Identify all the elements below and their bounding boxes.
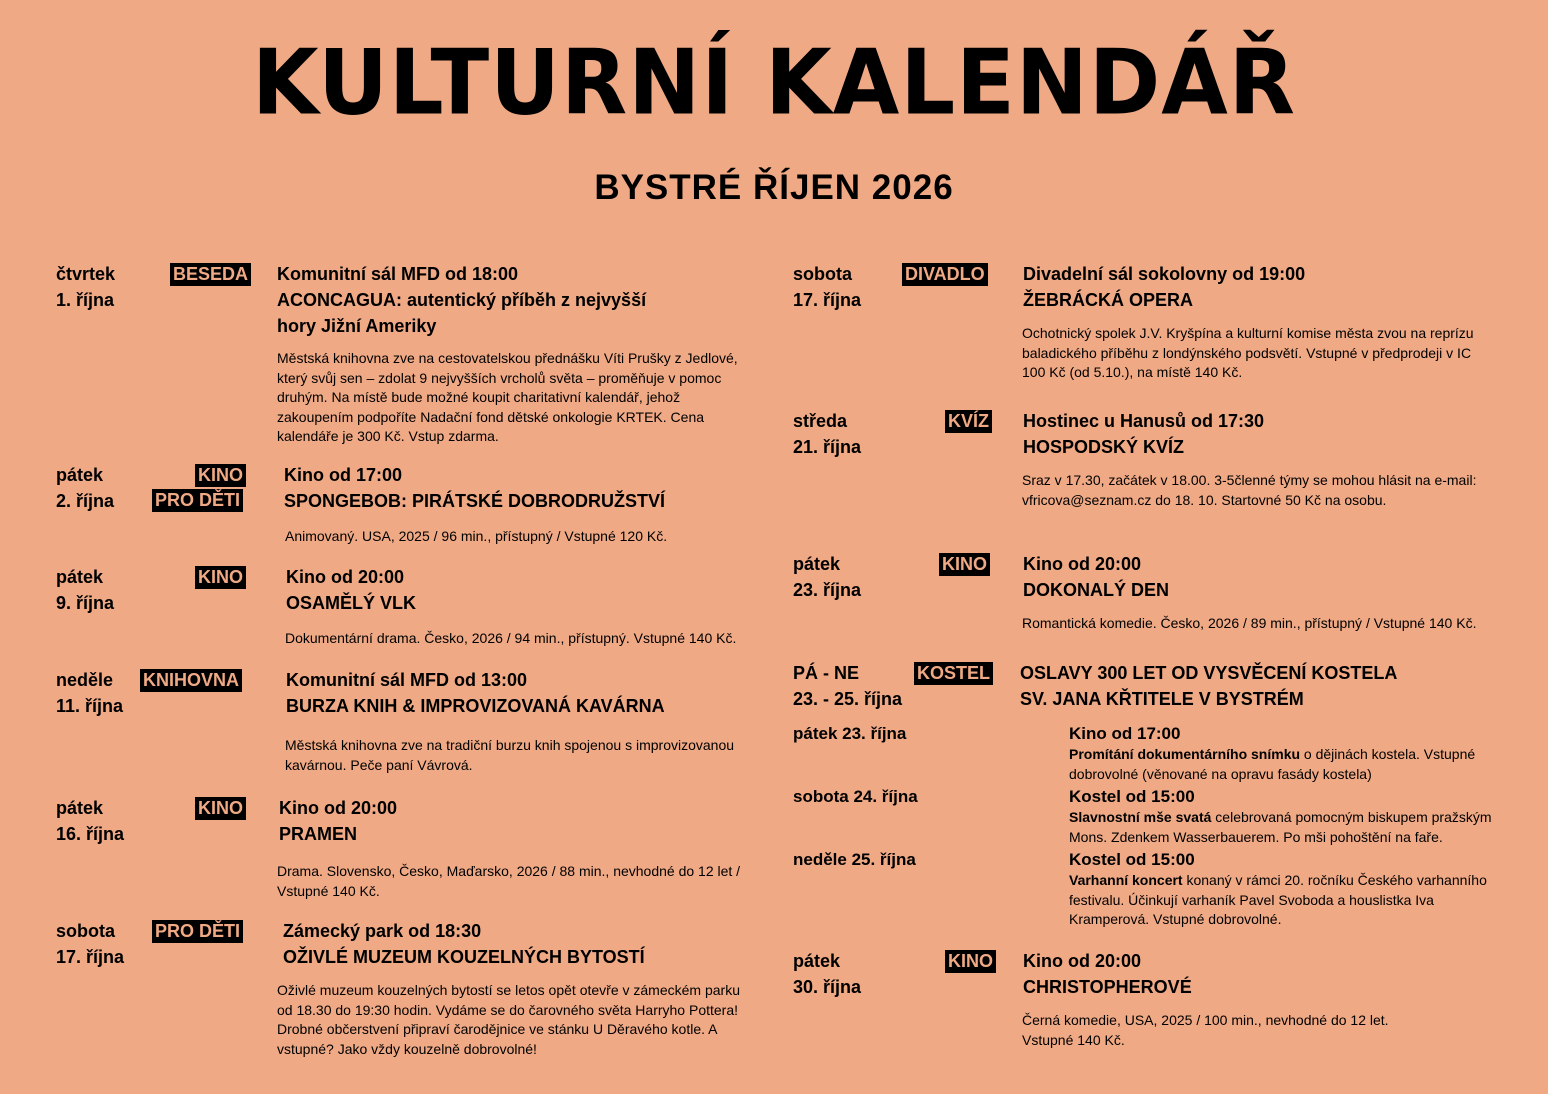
event-heading: Divadelní sál sokolovny od 19:00 ŽEBRÁCKÁ OPERA — [1023, 264, 1306, 310]
program-day: neděle 25. října — [793, 850, 916, 869]
program-description: Promítání dokumentárního snímku o dějinách kostela. Vstupné dobrovolné (věnované na opravu fasády kostela) — [1069, 746, 1476, 782]
event-tag: PRO DĚTI — [152, 920, 243, 943]
event-tag: KINO — [939, 553, 990, 576]
event-day: pátek 30. října — [793, 951, 862, 997]
event-tag: PRO DĚTI — [152, 489, 243, 512]
program-description: Slavnostní mše svatá celebrovaná pomocným biskupem pražským Mons. Zdenkem Wasserbauerem. Po mši pohoštění na faře. — [1069, 809, 1492, 845]
event-tag: DIVADLO — [902, 263, 988, 286]
event-tag: KINO — [195, 797, 246, 820]
event-tag: KINO — [195, 566, 246, 589]
event-heading: OSLAVY 300 LET OD VYSVĚCENÍ KOSTELA SV. JANA KŘTITELE V BYSTRÉM — [1020, 663, 1398, 709]
program-place: Kostel od 15:00 — [1069, 850, 1195, 869]
event-description: Městská knihovna zve na cestovatelskou přednášku Víti Prušky z Jedlové, který svůj sen – zdolat 9 nejvyšších vrcholů světa – proměňuje v pomoc druhým. Na místě bude možné koupit charitativní kalendář, jehož zakoupením podpoříte Nadační fond dětské onkologie KRTEK. Cena kalendáře je 300 Kč. Vstup zdarma. — [277, 350, 738, 444]
event-day: pátek 9. října — [56, 567, 115, 613]
page-subtitle: BYSTRÉ ŘÍJEN 2026 — [594, 168, 954, 207]
event-description: Černá komedie, USA, 2025 / 100 min., nevhodné do 12 let. Vstupné 140 Kč. — [1022, 1012, 1389, 1048]
event-heading: Hostinec u Hanusů od 17:30 HOSPODSKÝ KVÍZ — [1023, 411, 1265, 457]
event-day: středa 21. října — [793, 411, 862, 457]
event-day: pátek 16. října — [56, 798, 125, 844]
event-description: Městská knihovna zve na tradiční burzu knih spojenou s improvizovanou kavárnou. Peče paní Vávrová. — [285, 737, 735, 773]
event-heading: Zámecký park od 18:30 OŽIVLÉ MUZEUM KOUZELNÝCH BYTOSTÍ — [283, 921, 645, 967]
event-description: Dokumentární drama. Česko, 2026 / 94 min., přístupný. Vstupné 140 Kč. — [285, 630, 737, 646]
event-tag: KOSTEL — [914, 662, 993, 685]
event-heading: Komunitní sál MFD od 18:00 ACONCAGUA: autentický příběh z nejvyšší hory Jižní Ameriky — [277, 264, 647, 336]
event-heading: Kino od 17:00 SPONGEBOB: PIRÁTSKÉ DOBRODRUŽSTVÍ — [284, 465, 666, 511]
event-day: PÁ - NE 23. - 25. října — [793, 663, 903, 709]
event-description: Drama. Slovensko, Česko, Maďarsko, 2026 / 88 min., nevhodné do 12 let / Vstupné 140 Kč. — [277, 863, 741, 899]
program-day: pátek 23. října — [793, 724, 907, 743]
page-title: KULTURNÍ KALENDÁŘ — [251, 30, 1297, 136]
event-day: pátek 23. října — [793, 554, 862, 600]
event-tag: BESEDA — [170, 263, 251, 286]
program-place: Kostel od 15:00 — [1069, 787, 1195, 806]
event-tag: KINO — [945, 950, 996, 973]
program-place: Kino od 17:00 — [1069, 724, 1181, 743]
event-description: Romantická komedie. Česko, 2026 / 89 min., přístupný / Vstupné 140 Kč. — [1022, 615, 1477, 631]
event-heading: Kino od 20:00 CHRISTOPHEROVÉ — [1023, 951, 1192, 997]
event-heading: Kino od 20:00 PRAMEN — [279, 798, 398, 844]
event-heading: Komunitní sál MFD od 13:00 BURZA KNIH & IMPROVIZOVANÁ KAVÁRNA — [286, 670, 665, 716]
program-description: Varhanní koncert konaný v rámci 20. ročníku Českého varhanního festivalu. Účinkují varhaník Pavel Svoboda a houslistka Iva Kramperová. Vstupné dobrovolné. — [1069, 872, 1487, 927]
event-day: čtvrtek 1. října — [56, 264, 116, 310]
event-day: sobota 17. října — [793, 264, 862, 310]
event-heading: Kino od 20:00 OSAMĚLÝ VLK — [286, 567, 417, 613]
event-description: Animovaný. USA, 2025 / 96 min., přístupný / Vstupné 120 Kč. — [285, 528, 668, 544]
event-day: pátek 2. října — [56, 465, 115, 511]
event-heading: Kino od 20:00 DOKONALÝ DEN — [1023, 554, 1170, 600]
event-tag: KNIHOVNA — [140, 669, 242, 692]
event-description: Ochotnický spolek J.V. Kryšpína a kulturní komise města zvou na reprízu baladického příběhu z londýnského podsvětí. Vstupné v předprodeji v IC 100 Kč (od 5.10.), na místě 140 Kč. — [1022, 325, 1474, 380]
event-day: sobota 17. října — [56, 921, 125, 967]
program-day: sobota 24. října — [793, 787, 918, 806]
event-tag: KINO — [195, 464, 246, 487]
event-day: neděle 11. října — [56, 670, 124, 716]
event-tag: KVÍZ — [945, 410, 992, 433]
event-description: Oživlé muzeum kouzelných bytostí se letos opět otevře v zámeckém parku od 18.30 do 19:30 hodin. Vydáme se do čarovného světa Harryho Pottera! Drobné občerstvení připraví čarodějnice ve stánku U Děravého kotle. A vstupné? Jako vždy kouzelně dobrovolné! — [277, 982, 740, 1057]
event-description: Sraz v 17.30, začátek v 18.00. 3-5členné týmy se mohou hlásit na e-mail: vfricova@seznam.cz do 18. 10. Startovné 50 Kč na osobu. — [1022, 472, 1477, 508]
